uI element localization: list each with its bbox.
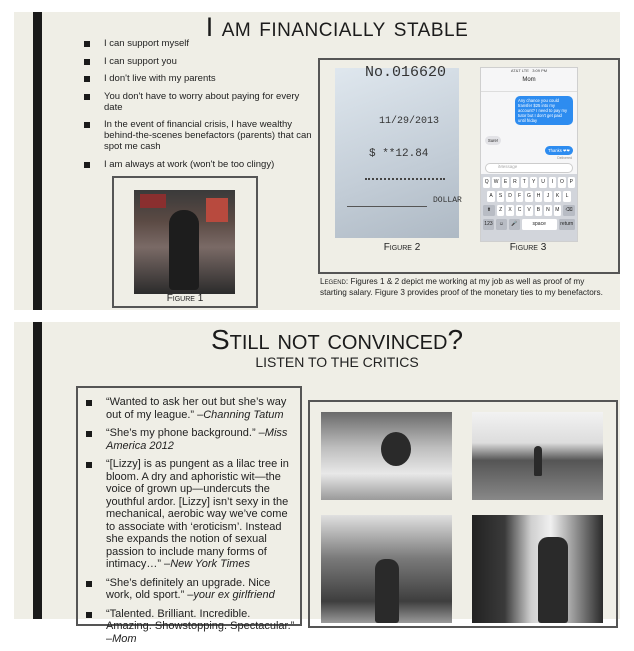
backspace-icon: ⌫: [563, 205, 575, 216]
figure-legend: [320, 276, 610, 298]
person-silhouette: [375, 559, 399, 623]
key: W: [492, 177, 499, 188]
key: Y: [530, 177, 537, 188]
check-amount: $ **12.84: [369, 148, 429, 160]
keyboard-row: [483, 205, 575, 216]
numbers-key: 123: [483, 219, 494, 230]
key: A: [487, 191, 495, 202]
quote-text: “Talented. Brilliant. Incredible. Amazing. Showstopping. Spectacular.” –: [106, 607, 295, 645]
key: K: [554, 191, 562, 202]
key: C: [516, 205, 523, 216]
key: R: [511, 177, 518, 188]
key: O: [558, 177, 565, 188]
key: Q: [483, 177, 490, 188]
photo-collage: [308, 400, 618, 628]
keyboard-row: [483, 177, 575, 188]
quote-source: Channing Tatum: [203, 408, 284, 421]
bullet-item: I am always at work (won't be too clingy): [84, 159, 314, 170]
message-bubble-sent: Any chance you could transfer $25 into my account? I need to pay my tutor but I don't get paid until friday: [515, 96, 573, 125]
figure-2-3-frame: [318, 58, 620, 274]
slide-financially-stable: [14, 12, 620, 310]
quote-text: “She’s my phone background.” –: [106, 427, 265, 439]
person-silhouette: [381, 432, 411, 466]
key: M: [554, 205, 561, 216]
person-silhouette: [538, 537, 568, 623]
bullet-item: In the event of financial crisis, I have wealthy behind-the-scenes benefactors (parents) that can spot me cash: [84, 119, 314, 152]
time-label: 3:09 PM: [532, 68, 548, 73]
quote-item: [86, 608, 296, 646]
quote-item: [86, 577, 296, 602]
key: P: [568, 177, 575, 188]
slide-title: Still not convinced?: [210, 324, 464, 355]
person-silhouette: [169, 210, 199, 290]
key: S: [497, 191, 505, 202]
key: D: [506, 191, 514, 202]
quote-source: Mom: [112, 632, 137, 645]
key: T: [521, 177, 528, 188]
quote-text: “She’s definitely an upgrade. Nice work, old sport.” –: [106, 576, 271, 601]
phone-status-bar: [481, 68, 577, 76]
contact-name: Mom: [522, 77, 536, 83]
bullet-item: You don't have to worry about paying for every date: [84, 91, 314, 113]
sign-shape: [206, 198, 228, 222]
photo-city-street: [321, 515, 452, 623]
quote-item: [86, 458, 296, 571]
quote-source: your ex girlfriend: [193, 589, 275, 601]
key: I: [549, 177, 556, 188]
quote-source: Miss America 2012: [106, 427, 288, 452]
photo-window-portrait: [472, 515, 603, 623]
key: E: [502, 177, 509, 188]
key: H: [535, 191, 543, 202]
check-line: [347, 206, 427, 207]
figure-1-frame: [112, 176, 258, 308]
key: X: [506, 205, 513, 216]
quote-text: “[Lizzy] is as pungent as a lilac tree in bloom. A dry and aphoristic wit—the voice of grown up—undercuts the youthful ardor. [Lizzy] isn’t sexy in the mechanical, aerobic way we’ve come to associate with ‘eroticism’. Instead she expands the notion of sexual passion to include many forms of intimacy…” –: [106, 458, 289, 570]
photo-portrait-lying: [321, 412, 452, 500]
keyboard-row: [483, 219, 575, 230]
quote-item: [86, 396, 296, 421]
bullet-item: I can support myself: [84, 38, 314, 49]
check-line: [365, 178, 445, 180]
legend-text: Figures 1 & 2 depict me working at my job as well as proof of my starting salary. Figure 3 provides proof of the monetary ties to my benefactors.: [320, 277, 603, 297]
check-dollars-label: DOLLAR: [433, 196, 462, 205]
message-bubble-sent: Thanks ❤❤: [545, 146, 573, 155]
slide-subtitle: LISTEN TO THE CRITICS: [255, 354, 419, 370]
accent-bar: [33, 12, 42, 310]
key: L: [563, 191, 571, 202]
delivered-label: Delivered: [557, 156, 572, 160]
key: U: [539, 177, 546, 188]
key: Z: [497, 205, 504, 216]
legend-label: Legend:: [320, 277, 349, 286]
slide-critics: [14, 322, 620, 645]
microphone-icon: 🎤: [509, 219, 520, 230]
figure-1-photo: [134, 190, 235, 294]
accent-bar: [33, 322, 42, 619]
key: V: [525, 205, 532, 216]
slide-title: I am financially stable: [205, 12, 469, 42]
return-key: return: [559, 219, 575, 230]
message-bubble-received: Sure!: [485, 136, 501, 145]
check-number: No.016620: [365, 64, 447, 81]
carrier-label: AT&T LTE: [510, 68, 529, 73]
figure-2-check-photo: [335, 64, 462, 238]
conversation-header: [481, 77, 577, 92]
photo-orchard: [472, 412, 603, 500]
key: F: [516, 191, 524, 202]
person-silhouette: [534, 446, 542, 476]
check-date: 11/29/2013: [379, 116, 440, 127]
figure-2-caption: Figure 2: [383, 242, 421, 253]
key: G: [525, 191, 533, 202]
figure-1-caption: Figure 1: [166, 293, 204, 304]
key: N: [544, 205, 551, 216]
keyboard: [481, 174, 577, 241]
quote-text: “Wanted to ask her out but she’s way out of my league.” –: [106, 396, 287, 421]
space-key: space: [522, 219, 557, 230]
quotes-box: [76, 386, 302, 645]
shift-icon: ⬆: [483, 205, 495, 216]
quote-source: New York Times: [170, 558, 250, 570]
figure-3-caption: Figure 3: [509, 242, 547, 253]
key: B: [535, 205, 542, 216]
bullet-item: I can support you: [84, 56, 314, 67]
quote-item: [86, 427, 296, 452]
key: J: [544, 191, 552, 202]
keyboard-row: [483, 191, 575, 202]
sign-shape: [140, 194, 166, 208]
quote-list: [86, 396, 296, 651]
message-input: iMessage: [485, 163, 573, 173]
bullet-item: I don't live with my parents: [84, 73, 314, 84]
figure-3-phone-screenshot: [480, 67, 578, 242]
emoji-icon: ☺: [496, 219, 507, 230]
bullet-list: [84, 38, 314, 177]
